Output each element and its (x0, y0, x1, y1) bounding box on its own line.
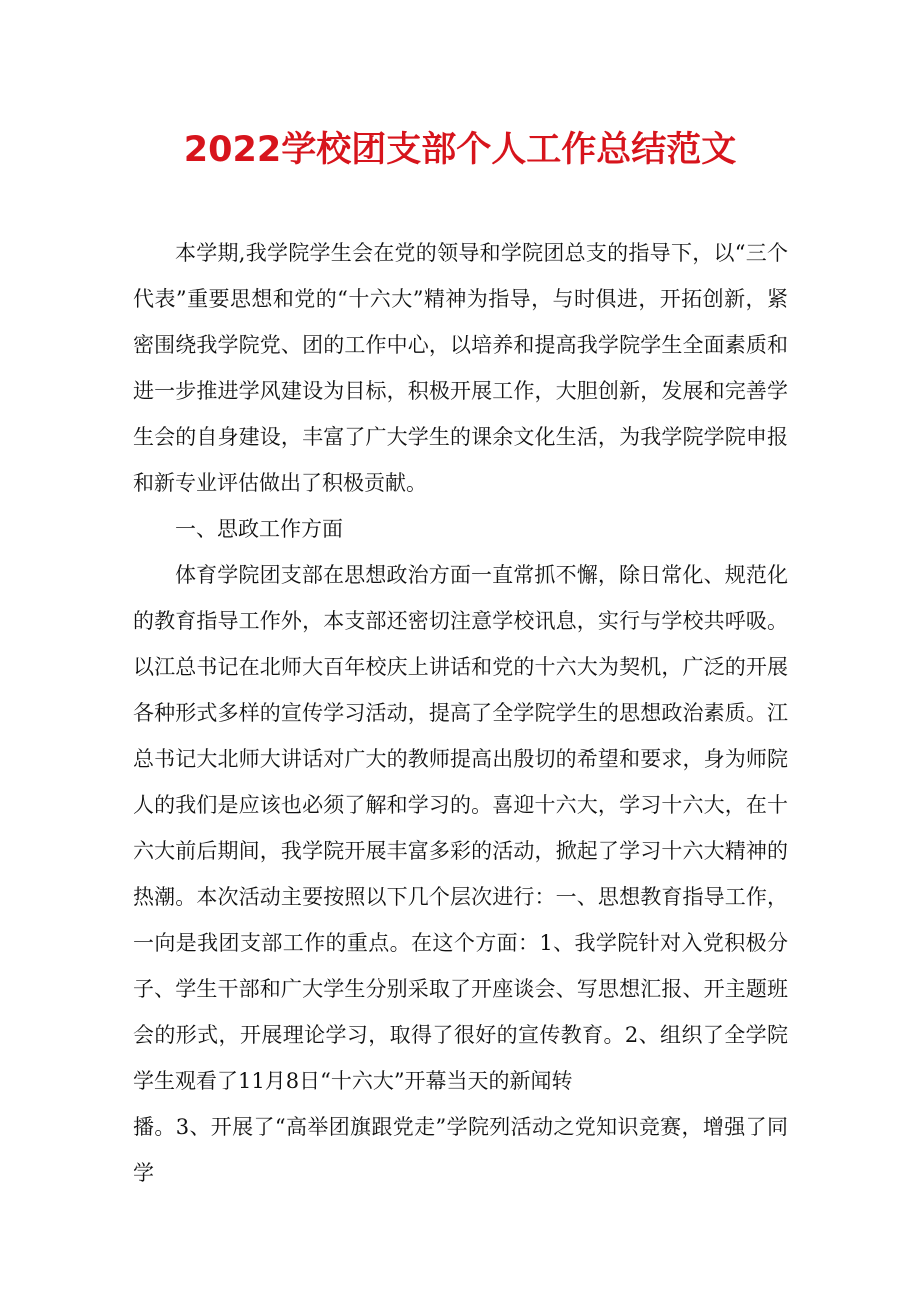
document-title: 2022学校团支部个人工作总结范文 (183, 130, 737, 170)
section-heading-ideology: 一、思政工作方面 (175, 517, 343, 541)
paragraph-continued: 播。3、开展了“高举团旗跟党走”学院列活动之党知识竞赛，增强了同学 (133, 1115, 788, 1185)
document-body (133, 230, 788, 1196)
paragraph-intro: 本学期,我学院学生会在党的领导和学院团总支的指导下，以“三个代表”重要思想和党的“十六大”精神为指导，与时俱进，开拓创新，紧密围绕我学院党、团的工作中心，以培养和提高我学院学生全面素质和进一步推进学风建设为目标，积极开展工作，大胆创新，发展和完善学生会的自身建设，丰富了广大学生的课余文化生活，为我学院学院申报和新专业评估做出了积极贡献。 (133, 241, 788, 495)
paragraph-ideology-work: 体育学院团支部在思想政治方面一直常抓不懈，除日常化、规范化的教育指导工作外，本支部还密切注意学校讯息，实行与学校共呼吸。以江总书记在北师大百年校庆上讲话和党的十六大为契机，广泛的开展各种形式多样的宣传学习活动，提高了全学院学生的思想政治素质。江总书记大北师大讲话对广大的教师提高出殷切的希望和要求，身为师院人的我们是应该也必须了解和学习的。喜迎十六大，学习十六大，在十六大前后期间，我学院开展丰富多彩的活动，掀起了学习十六大精神的热潮。本次活动主要按照以下几个层次进行：一、思想教育指导工作，一向是我团支部工作的重点。在这个方面：1、我学院针对入党积极分子、学生干部和广大学生分别采取了开座谈会、写思想汇报、开主题班会的形式，开展理论学习，取得了很好的宣传教育。2、组织了全学院学生观看了11月8日“十六大”开幕当天的新闻转 (133, 563, 788, 1093)
